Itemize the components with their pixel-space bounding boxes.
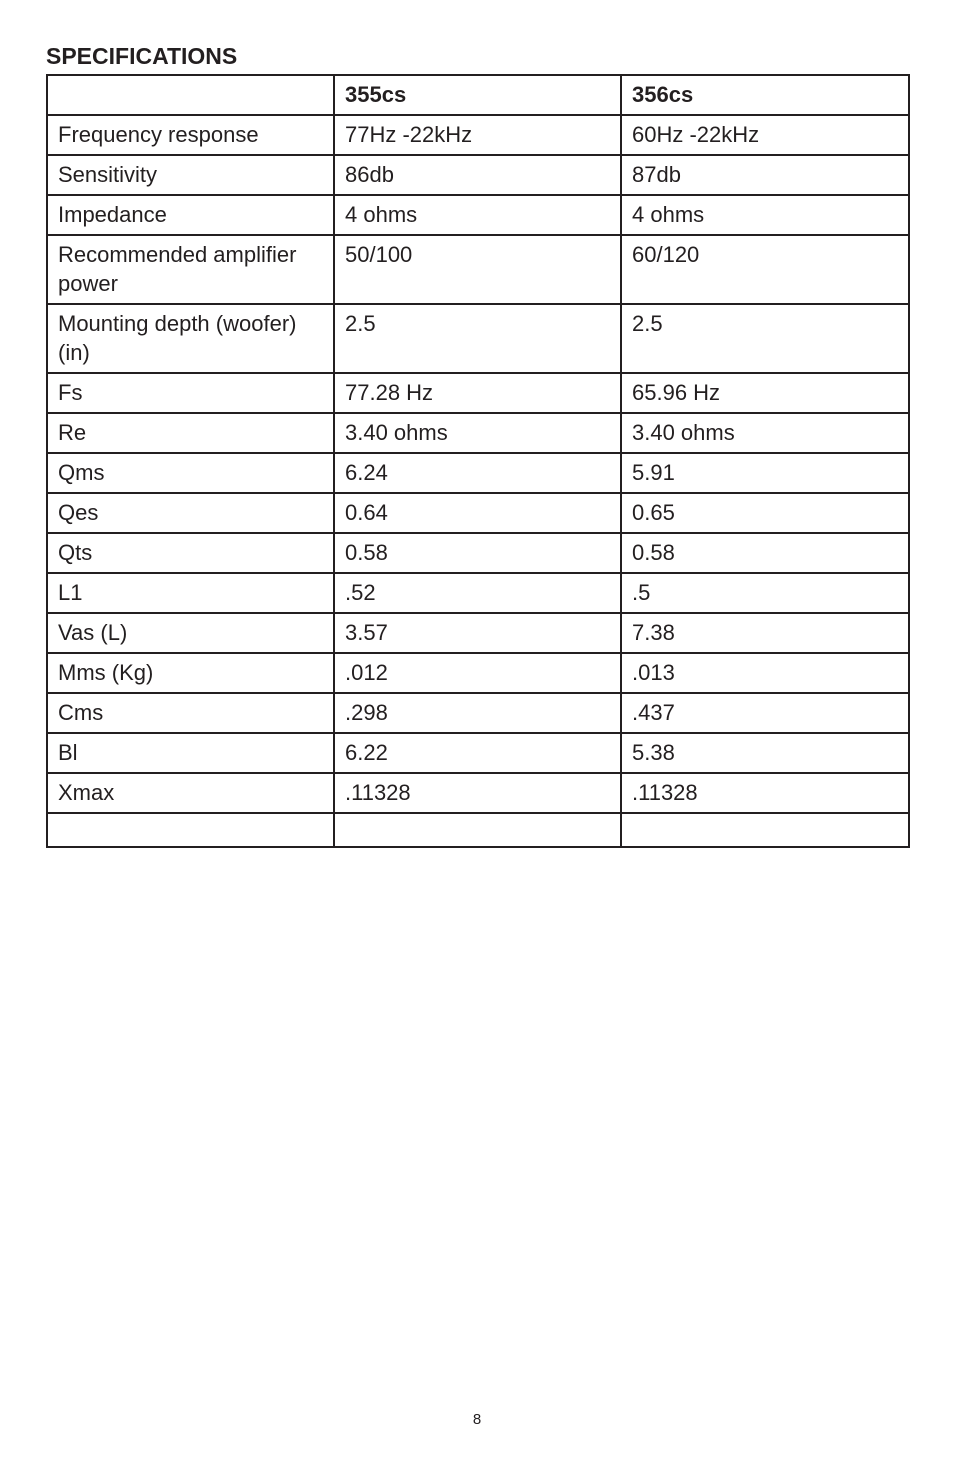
table-row (47, 453, 909, 493)
header-cell-label (47, 75, 334, 115)
table-row (47, 693, 909, 733)
table-row-empty (47, 813, 909, 847)
specifications-table (46, 74, 910, 848)
cell-356cs: 3.40 ohms (621, 413, 909, 453)
table-row (47, 493, 909, 533)
cell-356cs: 87db (621, 155, 909, 195)
cell-356cs: 0.58 (621, 533, 909, 573)
table-row (47, 235, 909, 304)
cell-355cs: 77Hz -22kHz (334, 115, 621, 155)
cell-355cs: 86db (334, 155, 621, 195)
cell-355cs: 3.57 (334, 613, 621, 653)
cell-355cs: .298 (334, 693, 621, 733)
row-label: Impedance (47, 195, 334, 235)
row-label: Fs (47, 373, 334, 413)
cell-355cs: .012 (334, 653, 621, 693)
table-row (47, 373, 909, 413)
table-row (47, 195, 909, 235)
table-header-row (47, 75, 909, 115)
table-row (47, 533, 909, 573)
table-row (47, 573, 909, 613)
row-label: Recommended amplifier power (47, 235, 334, 304)
page-number: 8 (472, 1411, 482, 1428)
row-label: Qms (47, 453, 334, 493)
table-row (47, 733, 909, 773)
table-row (47, 115, 909, 155)
cell-356cs: 5.38 (621, 733, 909, 773)
table-row (47, 773, 909, 813)
cell-356cs: .437 (621, 693, 909, 733)
row-label: Re (47, 413, 334, 453)
table-row (47, 613, 909, 653)
cell-356cs: .11328 (621, 773, 909, 813)
cell-355cs: 3.40 ohms (334, 413, 621, 453)
cell-356cs (621, 813, 909, 847)
cell-355cs: .11328 (334, 773, 621, 813)
cell-355cs: 77.28 Hz (334, 373, 621, 413)
header-cell-356cs: 356cs (621, 75, 909, 115)
cell-356cs: .5 (621, 573, 909, 613)
row-label: Mounting depth (woofer) (in) (47, 304, 334, 373)
cell-355cs: 6.22 (334, 733, 621, 773)
row-label: Qes (47, 493, 334, 533)
cell-356cs: 2.5 (621, 304, 909, 373)
cell-355cs: 0.58 (334, 533, 621, 573)
cell-356cs: 7.38 (621, 613, 909, 653)
cell-355cs: 50/100 (334, 235, 621, 304)
header-cell-355cs: 355cs (334, 75, 621, 115)
table-row (47, 304, 909, 373)
table-row (47, 653, 909, 693)
row-label: Sensitivity (47, 155, 334, 195)
cell-356cs: 65.96 Hz (621, 373, 909, 413)
row-label: Cms (47, 693, 334, 733)
cell-356cs: 5.91 (621, 453, 909, 493)
cell-355cs: 0.64 (334, 493, 621, 533)
row-label: Frequency response (47, 115, 334, 155)
cell-355cs: 6.24 (334, 453, 621, 493)
cell-355cs: 2.5 (334, 304, 621, 373)
table-row (47, 155, 909, 195)
cell-356cs: 0.65 (621, 493, 909, 533)
row-label: Mms (Kg) (47, 653, 334, 693)
row-label (47, 813, 334, 847)
row-label: Xmax (47, 773, 334, 813)
row-label: Vas (L) (47, 613, 334, 653)
table-row (47, 413, 909, 453)
row-label: L1 (47, 573, 334, 613)
cell-356cs: .013 (621, 653, 909, 693)
cell-356cs: 4 ohms (621, 195, 909, 235)
page-title: SPECIFICATIONS (46, 43, 238, 69)
cell-355cs (334, 813, 621, 847)
cell-356cs: 60Hz -22kHz (621, 115, 909, 155)
row-label: Qts (47, 533, 334, 573)
cell-355cs: 4 ohms (334, 195, 621, 235)
cell-356cs: 60/120 (621, 235, 909, 304)
cell-355cs: .52 (334, 573, 621, 613)
row-label: Bl (47, 733, 334, 773)
